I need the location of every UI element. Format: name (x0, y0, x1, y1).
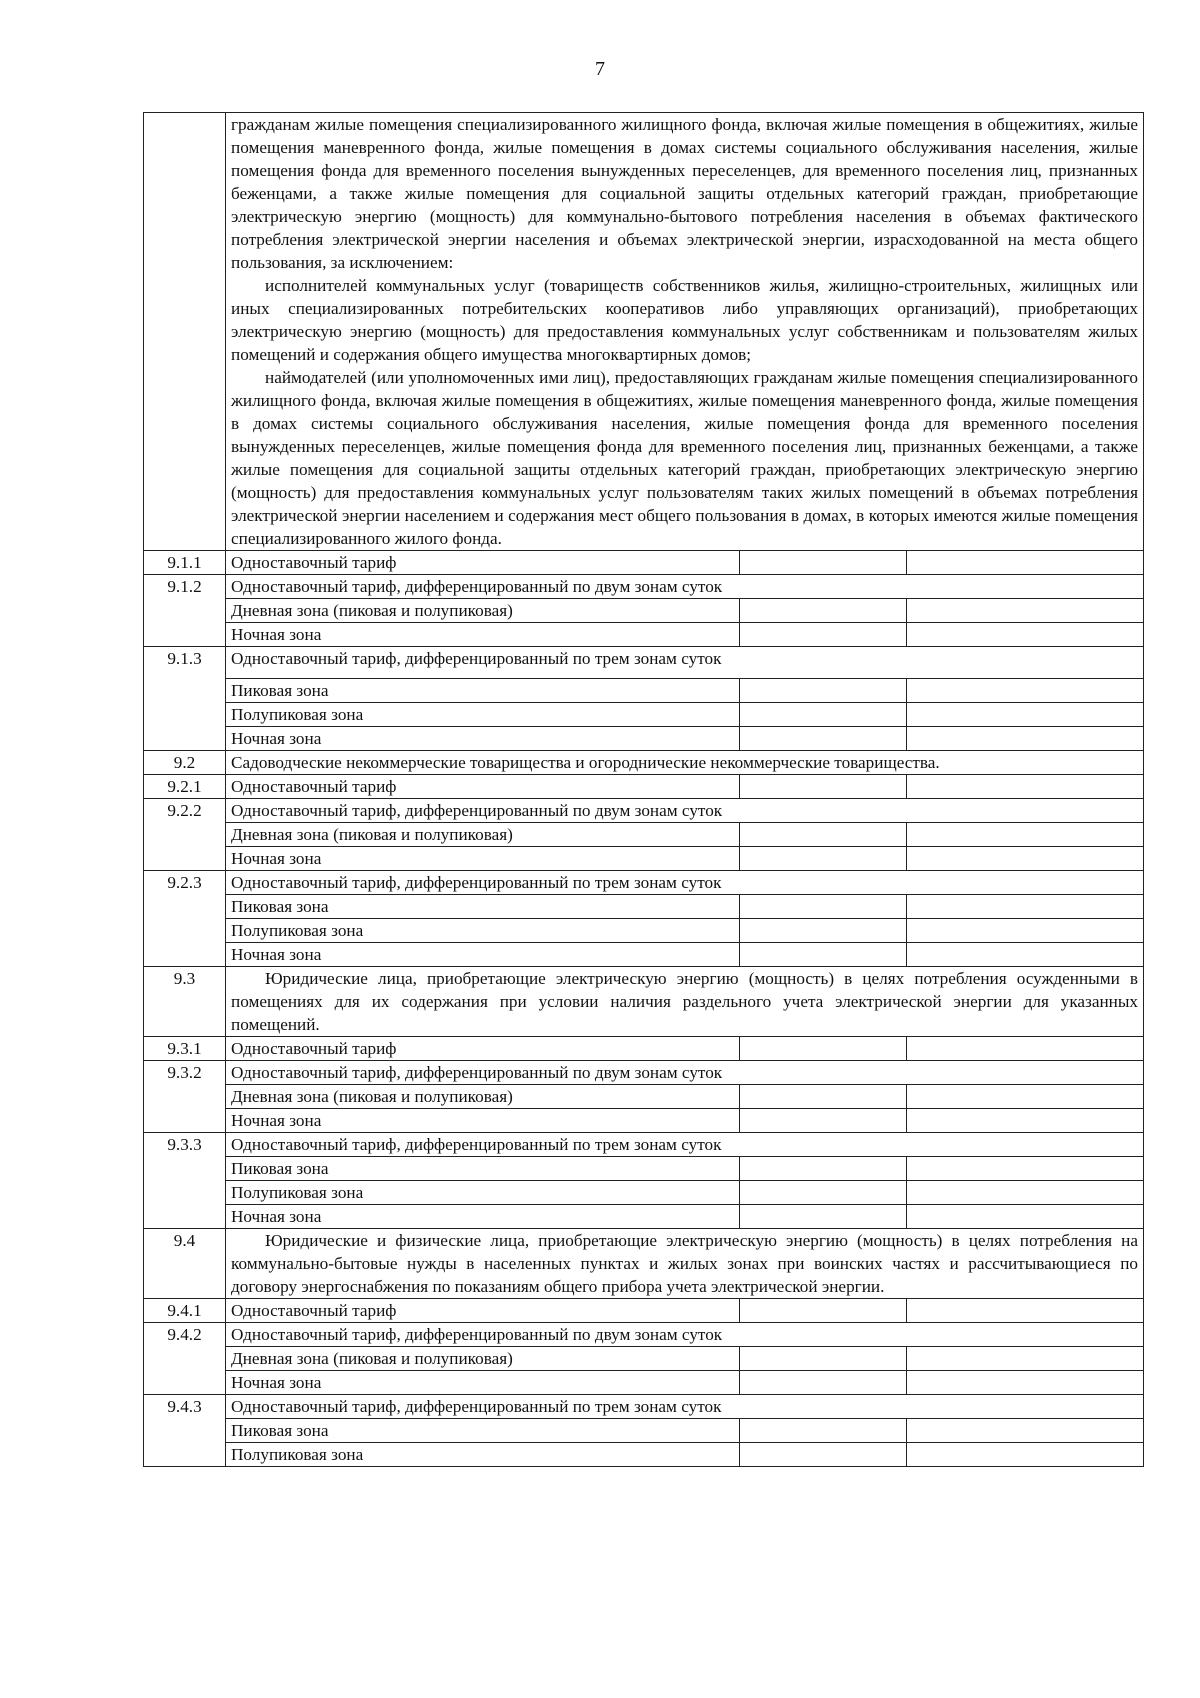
section-description (226, 967, 1144, 1037)
zone-name: Ночная зона (226, 847, 740, 871)
value-cell (740, 919, 907, 943)
value-cell (907, 1109, 1144, 1133)
value-cell (907, 1037, 1144, 1061)
zone-name: Полупиковая зона (226, 1443, 740, 1467)
value-cell (740, 703, 907, 727)
value-cell (907, 599, 1144, 623)
row-number: 9.1.3 (144, 647, 226, 751)
tariff-name: Одноставочный тариф, дифференцированный по трем зонам суток (226, 1133, 1144, 1157)
tariff-name: Одноставочный тариф, дифференцированный по двум зонам суток (226, 1323, 1144, 1347)
zone-name: Пиковая зона (226, 1419, 740, 1443)
value-cell (740, 1347, 907, 1371)
row-number (144, 113, 226, 551)
zone-name: Дневная зона (пиковая и полупиковая) (226, 1347, 740, 1371)
zone-name: Полупиковая зона (226, 703, 740, 727)
table-row (144, 623, 1144, 647)
value-cell (740, 895, 907, 919)
value-cell (740, 1157, 907, 1181)
section-description: Садоводческие некоммерческие товарищества и огороднические некоммерческие товарищества. (226, 751, 1144, 775)
value-cell (740, 551, 907, 575)
table-row (144, 823, 1144, 847)
row-number: 9.1.1 (144, 551, 226, 575)
tariff-name: Одноставочный тариф, дифференцированный по трем зонам суток (226, 1395, 1144, 1419)
tariff-table (143, 112, 1144, 1467)
row-number: 9.4.1 (144, 1299, 226, 1323)
table-row (144, 1395, 1144, 1419)
row-number: 9.3.3 (144, 1133, 226, 1229)
value-cell (740, 1371, 907, 1395)
tariff-name: Одноставочный тариф (226, 775, 740, 799)
value-cell (907, 1299, 1144, 1323)
value-cell (740, 1085, 907, 1109)
row-number: 9.1.2 (144, 575, 226, 647)
table-row (144, 727, 1144, 751)
value-cell (740, 1037, 907, 1061)
value-cell (907, 1371, 1144, 1395)
value-cell (907, 727, 1144, 751)
zone-name: Дневная зона (пиковая и полупиковая) (226, 599, 740, 623)
intro-paragraph: гражданам жилые помещения специализированного жилищного фонда, включая жилые помещения в общежитиях, жилые помещения маневренного фонда, жилые помещения в домах системы социального обслуживания населения, жилые помещения фонда для временного поселения вынужденных переселенцев, для временного поселения лиц, признанных беженцами, а также жилые помещения для социальной защиты отдельных категорий граждан, приобретающие электрическую энергию (мощность) для коммунально-бытового потребления населения в объемах фактического потребления электрической энергии населения и объемах электрической энергии, израсходованной на места общего пользования, за исключением: (231, 115, 1139, 272)
tariff-name: Одноставочный тариф, дифференцированный по двум зонам суток (226, 1061, 1144, 1085)
table-row (144, 1181, 1144, 1205)
row-number: 9.3.2 (144, 1061, 226, 1133)
table-row (144, 1109, 1144, 1133)
section-paragraph: Юридические и физические лица, приобретающие электрическую энергию (мощность) в целях потребления на коммунально-бытовые нужды в населенных пунктах и жилых зонах при воинских частях и рассчитывающиеся по договору энергоснабжения по показаниям общего прибора учета электрической энергии. (231, 1231, 1139, 1296)
table-row (144, 1037, 1144, 1061)
row-number: 9.4.2 (144, 1323, 226, 1395)
table-row (144, 575, 1144, 599)
table-row (144, 1133, 1144, 1157)
zone-name: Пиковая зона (226, 679, 740, 703)
table-row (144, 1229, 1144, 1299)
value-cell (740, 1419, 907, 1443)
table-row (144, 1323, 1144, 1347)
value-cell (740, 1443, 907, 1467)
zone-name: Ночная зона (226, 1205, 740, 1229)
table-row (144, 599, 1144, 623)
table-row (144, 1443, 1144, 1467)
value-cell (907, 1085, 1144, 1109)
value-cell (740, 1181, 907, 1205)
table-row (144, 1419, 1144, 1443)
value-cell (907, 703, 1144, 727)
table-row (144, 551, 1144, 575)
table-row (144, 647, 1144, 679)
tariff-name: Одноставочный тариф (226, 551, 740, 575)
tariff-name: Одноставочный тариф (226, 1037, 740, 1061)
tariff-name: Одноставочный тариф, дифференцированный по трем зонам суток (226, 871, 1144, 895)
value-cell (740, 847, 907, 871)
row-number: 9.3.1 (144, 1037, 226, 1061)
value-cell (907, 1205, 1144, 1229)
row-number: 9.2.2 (144, 799, 226, 871)
value-cell (907, 895, 1144, 919)
zone-name: Ночная зона (226, 623, 740, 647)
value-cell (907, 1419, 1144, 1443)
exception-paragraph: исполнителей коммунальных услуг (товариществ собственников жилья, жилищно-строительных, жилищных или иных специализированных потребительских кооперативов либо управляющих организаций), приобретающих электрическую энергию (мощность) для предоставления коммунальных услуг собственникам и пользователям жилых помещений и содержания общего имущества многоквартирных домов; (231, 276, 1139, 364)
zone-name: Ночная зона (226, 1109, 740, 1133)
value-cell (740, 727, 907, 751)
value-cell (740, 679, 907, 703)
table-row (144, 1205, 1144, 1229)
value-cell (907, 1347, 1144, 1371)
value-cell (740, 1205, 907, 1229)
table-row (144, 799, 1144, 823)
value-cell (740, 775, 907, 799)
table-row (144, 1299, 1144, 1323)
tariff-name: Одноставочный тариф, дифференцированный по двум зонам суток (226, 575, 1144, 599)
zone-name: Пиковая зона (226, 1157, 740, 1181)
zone-name: Ночная зона (226, 943, 740, 967)
row-number: 9.4.3 (144, 1395, 226, 1467)
value-cell (740, 823, 907, 847)
table-row (144, 871, 1144, 895)
row-number: 9.3 (144, 967, 226, 1037)
row-number: 9.4 (144, 1229, 226, 1299)
value-cell (907, 551, 1144, 575)
section-description (226, 1229, 1144, 1299)
value-cell (907, 1157, 1144, 1181)
zone-name: Дневная зона (пиковая и полупиковая) (226, 823, 740, 847)
table-row (144, 1347, 1144, 1371)
table-row (144, 895, 1144, 919)
value-cell (907, 623, 1144, 647)
value-cell (907, 1181, 1144, 1205)
section-description (226, 113, 1144, 551)
value-cell (740, 943, 907, 967)
table-row (144, 943, 1144, 967)
section-paragraph: Юридические лица, приобретающие электрическую энергию (мощность) в целях потребления осужденными в помещениях для их содержания при условии наличия раздельного учета электрической энергии для указанных помещений. (231, 969, 1139, 1034)
value-cell (740, 1299, 907, 1323)
value-cell (740, 599, 907, 623)
zone-name: Дневная зона (пиковая и полупиковая) (226, 1085, 740, 1109)
value-cell (907, 679, 1144, 703)
zone-name: Пиковая зона (226, 895, 740, 919)
table-row (144, 967, 1144, 1037)
table-row (144, 1061, 1144, 1085)
row-number: 9.2.1 (144, 775, 226, 799)
value-cell (907, 943, 1144, 967)
zone-name: Ночная зона (226, 727, 740, 751)
table-row (144, 703, 1144, 727)
table-row (144, 679, 1144, 703)
zone-name: Полупиковая зона (226, 1181, 740, 1205)
table-row (144, 1085, 1144, 1109)
table-row (144, 775, 1144, 799)
value-cell (740, 623, 907, 647)
page-number: 7 (595, 58, 605, 80)
tariff-name: Одноставочный тариф (226, 1299, 740, 1323)
value-cell (907, 847, 1144, 871)
tariff-name: Одноставочный тариф, дифференцированный по двум зонам суток (226, 799, 1144, 823)
value-cell (907, 1443, 1144, 1467)
table-row (144, 847, 1144, 871)
zone-name: Ночная зона (226, 1371, 740, 1395)
row-number: 9.2 (144, 751, 226, 775)
value-cell (907, 823, 1144, 847)
tariff-name: Одноставочный тариф, дифференцированный по трем зонам суток (226, 647, 1144, 679)
table-row (144, 919, 1144, 943)
zone-name: Полупиковая зона (226, 919, 740, 943)
table-row (144, 1157, 1144, 1181)
exception-paragraph: наймодателей (или уполномоченных ими лиц), предоставляющих гражданам жилые помещения специализированного жилищного фонда, включая жилые помещения в общежитиях, жилые помещения маневренного фонда, жилые помещения в домах системы социального обслуживания населения, жилые помещения фонда для временного поселения вынужденных переселенцев, жилые помещения фонда для временного поселения лиц, признанных беженцами, а также жилые помещения для социальной защиты отдельных категорий граждан, приобретающих электрическую энергию (мощность) для предоставления коммунальных услуг пользователям таких жилых помещений в объемах потребления электрической энергии населением и содержания мест общего пользования в домах, в которых имеются жилые помещения специализированного жилого фонда. (231, 368, 1139, 548)
value-cell (907, 919, 1144, 943)
value-cell (740, 1109, 907, 1133)
row-number: 9.2.3 (144, 871, 226, 967)
table-row (144, 113, 1144, 551)
table-row (144, 1371, 1144, 1395)
value-cell (907, 775, 1144, 799)
table-row (144, 751, 1144, 775)
